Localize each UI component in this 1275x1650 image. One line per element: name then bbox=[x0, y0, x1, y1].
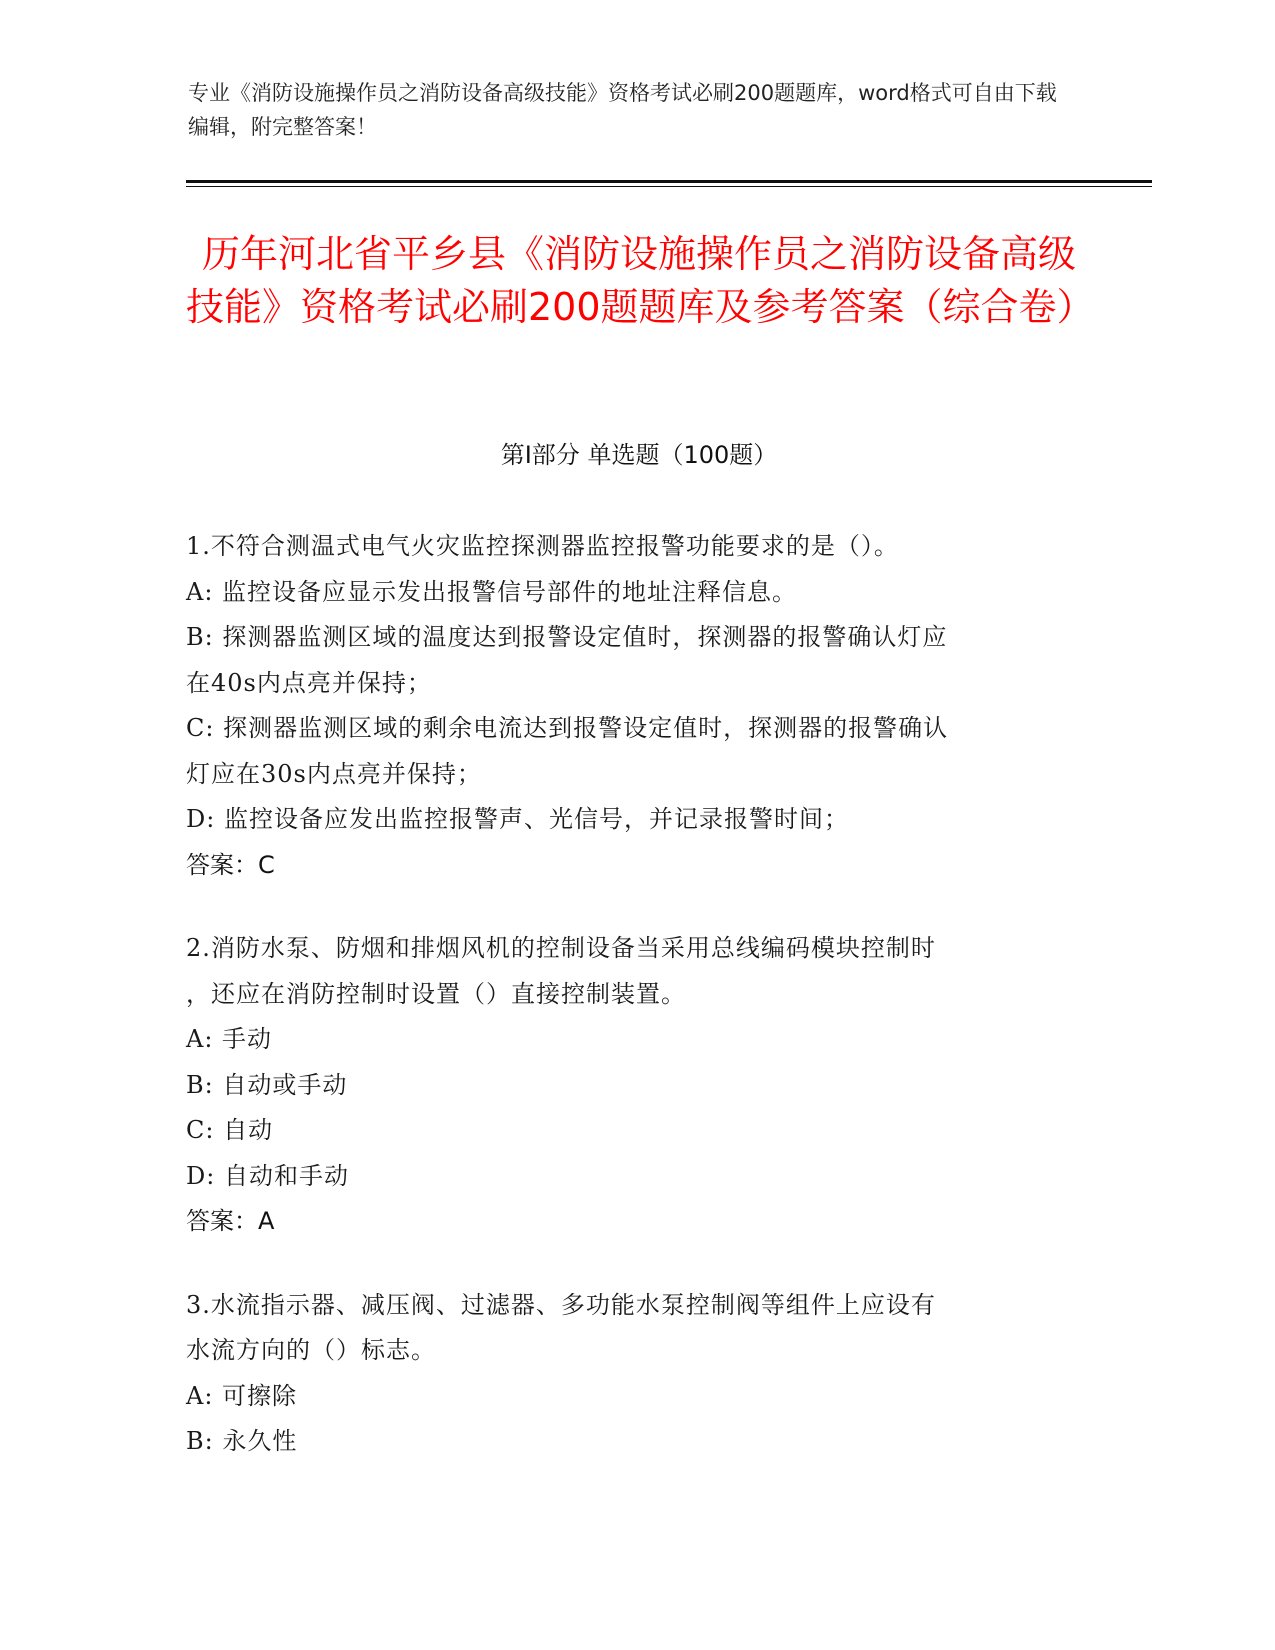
question-1-option-b-line-2: 在40s内点亮并保持； bbox=[186, 668, 432, 697]
question-2-option-a: A: 手动 bbox=[186, 1025, 273, 1053]
question-1-option-d: D: 监控设备应发出监控报警声、光信号，并记录报警时间； bbox=[186, 805, 849, 833]
header-note: 专业《消防设施操作员之消防设备高级技能》资格考试必刷200题题库，word格式可自由下载编辑，附完整答案！ bbox=[188, 81, 1057, 139]
header-rule-thick bbox=[186, 180, 1152, 183]
question-2-option-c: C: 自动 bbox=[186, 1116, 274, 1144]
question-2-stem-line-1: 2.消防水泵、防烟和排烟风机的控制设备当采用总线编码模块控制时 bbox=[186, 934, 936, 962]
question-1-option-a: A: 监控设备应显示发出报警信号部件的地址注释信息。 bbox=[186, 577, 798, 606]
question-1-option-c-line-2: 灯应在30s内点亮并保持； bbox=[186, 759, 482, 788]
question-3-option-b: B: 永久性 bbox=[186, 1427, 298, 1455]
question-2-option-b: B: 自动或手动 bbox=[186, 1070, 348, 1099]
question-3-option-a: A: 可擦除 bbox=[186, 1381, 298, 1410]
header-rule-thin bbox=[186, 186, 1152, 187]
question-1-stem-line-1: 1.不符合测温式电气火灾监控探测器监控报警功能要求的是（）。 bbox=[186, 532, 899, 560]
section-title: 第I部分 单选题（100题） bbox=[500, 441, 778, 469]
question-3 bbox=[186, 1283, 1086, 1465]
question-2-stem-line-2: ，还应在消防控制时设置（）直接控制装置。 bbox=[186, 979, 686, 1008]
question-1 bbox=[186, 524, 1086, 888]
question-1-option-b-line-1: B: 探测器监测区域的温度达到报警设定值时，探测器的报警确认灯应 bbox=[186, 623, 948, 651]
question-3-stem-line-1: 3.水流指示器、减压阀、过滤器、多功能水泵控制阀等组件上应设有 bbox=[186, 1290, 936, 1319]
question-2-answer: 答案：A bbox=[186, 1207, 275, 1235]
document-title: 历年河北省平乡县《消防设施操作员之消防设备高级技能》资格考试必刷200题题库及参考答案（综合卷） bbox=[186, 232, 1095, 329]
question-1-answer: 答案：C bbox=[186, 850, 275, 879]
question-list bbox=[186, 524, 1086, 1503]
question-1-option-c-line-1: C: 探测器监测区域的剩余电流达到报警设定值时，探测器的报警确认 bbox=[186, 714, 949, 742]
question-2-option-d: D: 自动和手动 bbox=[186, 1161, 349, 1190]
question-2 bbox=[186, 926, 1086, 1245]
question-3-stem-line-2: 水流方向的（）标志。 bbox=[186, 1336, 436, 1364]
